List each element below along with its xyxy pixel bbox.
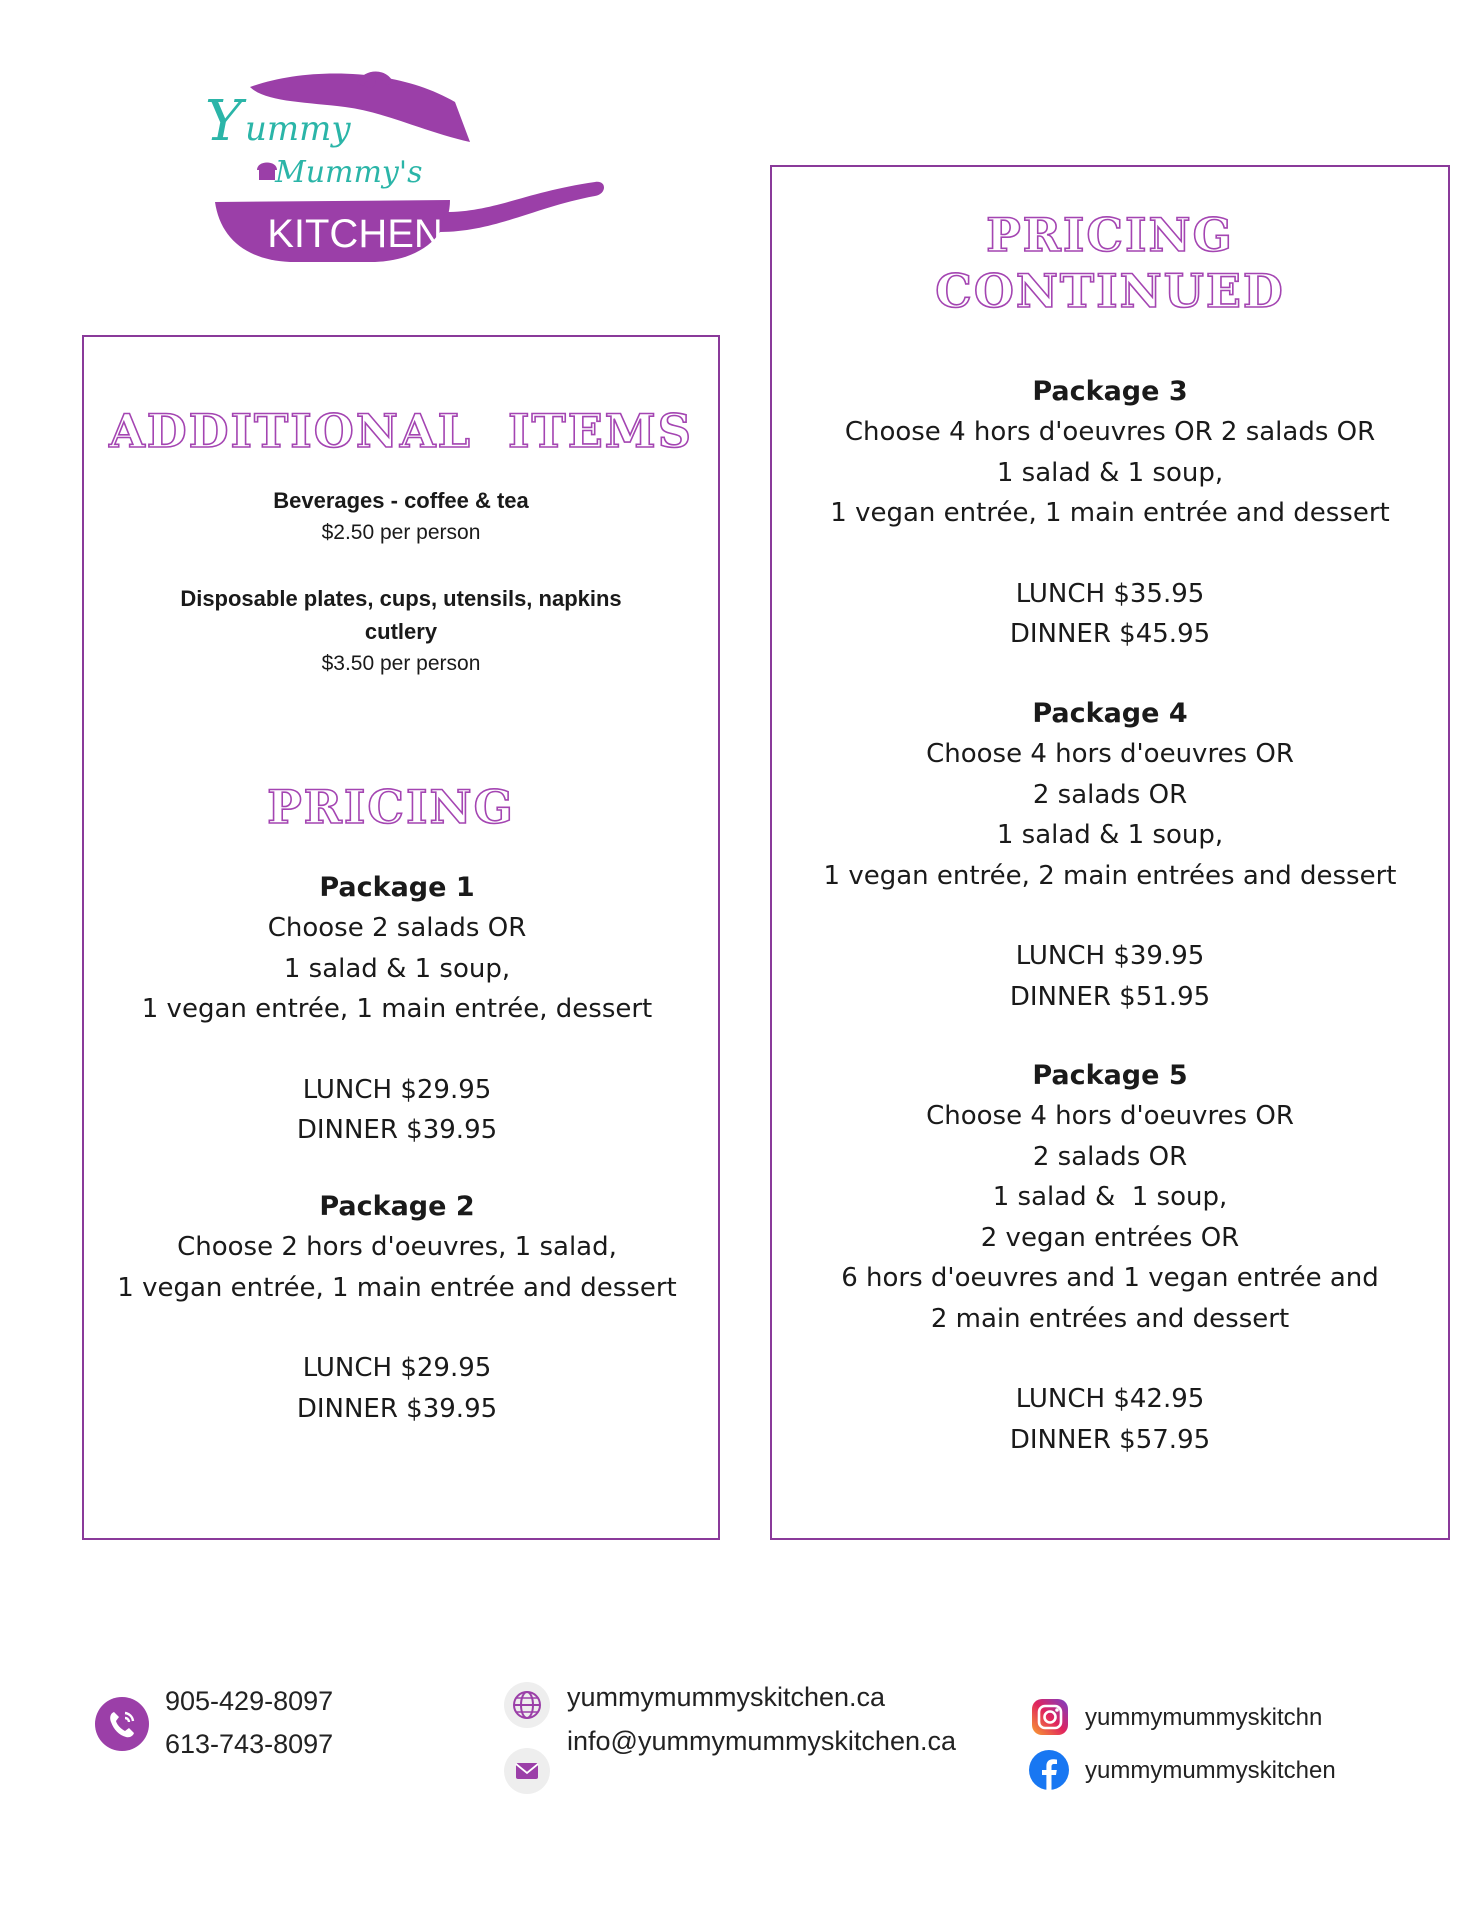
instagram-icon[interactable] xyxy=(1030,1697,1070,1742)
package-line: 2 salads OR xyxy=(1032,1141,1188,1172)
lunch-price: LUNCH $29.95 xyxy=(302,1353,492,1383)
package-line: 1 vegan entrée, 2 main entrées and dessert xyxy=(823,860,1397,891)
package-title: Package 4 xyxy=(1032,698,1188,729)
mail-icon xyxy=(504,1748,550,1799)
additional-items-heading: ADDITIONAL ITEMS xyxy=(109,404,693,458)
package-title: Package 1 xyxy=(319,872,475,903)
beverages-price: $2.50 per person xyxy=(321,521,481,544)
disposables-price: $3.50 per person xyxy=(321,652,481,675)
lunch-price: LUNCH $29.95 xyxy=(302,1074,492,1105)
svg-text:Mummy's: Mummy's xyxy=(275,155,423,190)
package-title: Package 5 xyxy=(1032,1060,1188,1091)
package-line: Choose 2 hors d'oeuvres, 1 salad, xyxy=(177,1232,617,1262)
brand-logo xyxy=(195,62,615,267)
dinner-price: DINNER $57.95 xyxy=(1009,1424,1211,1455)
package-line: Choose 4 hors d'oeuvres OR xyxy=(926,739,1294,769)
pricing-continued-heading-line1: PRICING xyxy=(986,208,1234,262)
package-line: Choose 4 hors d'oeuvres OR 2 salads OR xyxy=(844,417,1376,447)
dinner-price: DINNER $39.95 xyxy=(296,1393,498,1424)
dinner-price: DINNER $39.95 xyxy=(296,1115,498,1145)
package-title: Package 3 xyxy=(1032,376,1188,407)
phone-number-2[interactable]: 613-743-8097 xyxy=(165,1729,334,1759)
pricing-continued-panel xyxy=(770,165,1450,1540)
lunch-price: LUNCH $35.95 xyxy=(1015,578,1205,609)
additional-and-pricing-panel xyxy=(82,335,720,1540)
disposables-title: Disposable plates, cups, utensils, napkins xyxy=(180,586,622,611)
package-4 xyxy=(772,694,1448,1017)
svg-text:ummy: ummy xyxy=(245,109,351,149)
package-line: 2 salads OR xyxy=(1032,779,1188,810)
package-line: 2 main entrées and dessert xyxy=(930,1303,1290,1334)
facebook-handle[interactable]: yummymummyskitchen xyxy=(1085,1757,1336,1784)
package-title: Package 2 xyxy=(319,1191,475,1222)
package-line: 1 vegan entrée, 1 main entrée and dessert xyxy=(117,1272,677,1303)
package-line: 1 salad & 1 soup, xyxy=(996,820,1224,850)
dinner-price: DINNER $51.95 xyxy=(1009,981,1211,1012)
beverages-title: Beverages - coffee & tea xyxy=(273,488,529,513)
package-2 xyxy=(76,1187,718,1429)
package-line: Choose 2 salads OR xyxy=(267,913,527,943)
globe-icon xyxy=(504,1682,550,1733)
package-line: 1 vegan entrée, 1 main entrée and dessert xyxy=(830,498,1390,528)
package-line: 1 salad & 1 soup, xyxy=(283,953,511,984)
email-link[interactable]: info@yummymummyskitchen.ca xyxy=(567,1726,956,1756)
instagram-handle[interactable]: yummymummyskitchn xyxy=(1085,1704,1323,1731)
package-5 xyxy=(772,1056,1448,1460)
package-line: 1 salad & 1 soup, xyxy=(996,457,1224,488)
package-3 xyxy=(772,372,1448,655)
pricing-heading: PRICING xyxy=(267,780,515,834)
lunch-price: LUNCH $39.95 xyxy=(1015,941,1205,971)
website-link[interactable]: yummymummyskitchen.ca xyxy=(567,1682,886,1712)
svg-text:Y: Y xyxy=(205,89,242,154)
disposables-title-2: cutlery xyxy=(364,619,438,644)
phone-number-1[interactable]: 905-429-8097 xyxy=(165,1686,334,1716)
package-line: 6 hors d'oeuvres and 1 vegan entrée and xyxy=(841,1263,1379,1293)
package-line: 2 vegan entrées OR xyxy=(980,1222,1240,1253)
facebook-icon[interactable] xyxy=(1028,1749,1070,1796)
package-line: 1 salad & 1 soup, xyxy=(992,1182,1228,1212)
phone-icon xyxy=(95,1697,149,1756)
pricing-continued-heading-line2: CONTINUED xyxy=(935,264,1285,319)
package-1 xyxy=(76,868,718,1151)
logo-kitchen-text: KITCHEN xyxy=(267,212,443,256)
lunch-price: LUNCH $42.95 xyxy=(1015,1384,1205,1414)
package-line: Choose 4 hors d'oeuvres OR xyxy=(926,1101,1294,1131)
package-line: 1 vegan entrée, 1 main entrée, dessert xyxy=(141,994,653,1024)
dinner-price: DINNER $45.95 xyxy=(1009,619,1211,649)
